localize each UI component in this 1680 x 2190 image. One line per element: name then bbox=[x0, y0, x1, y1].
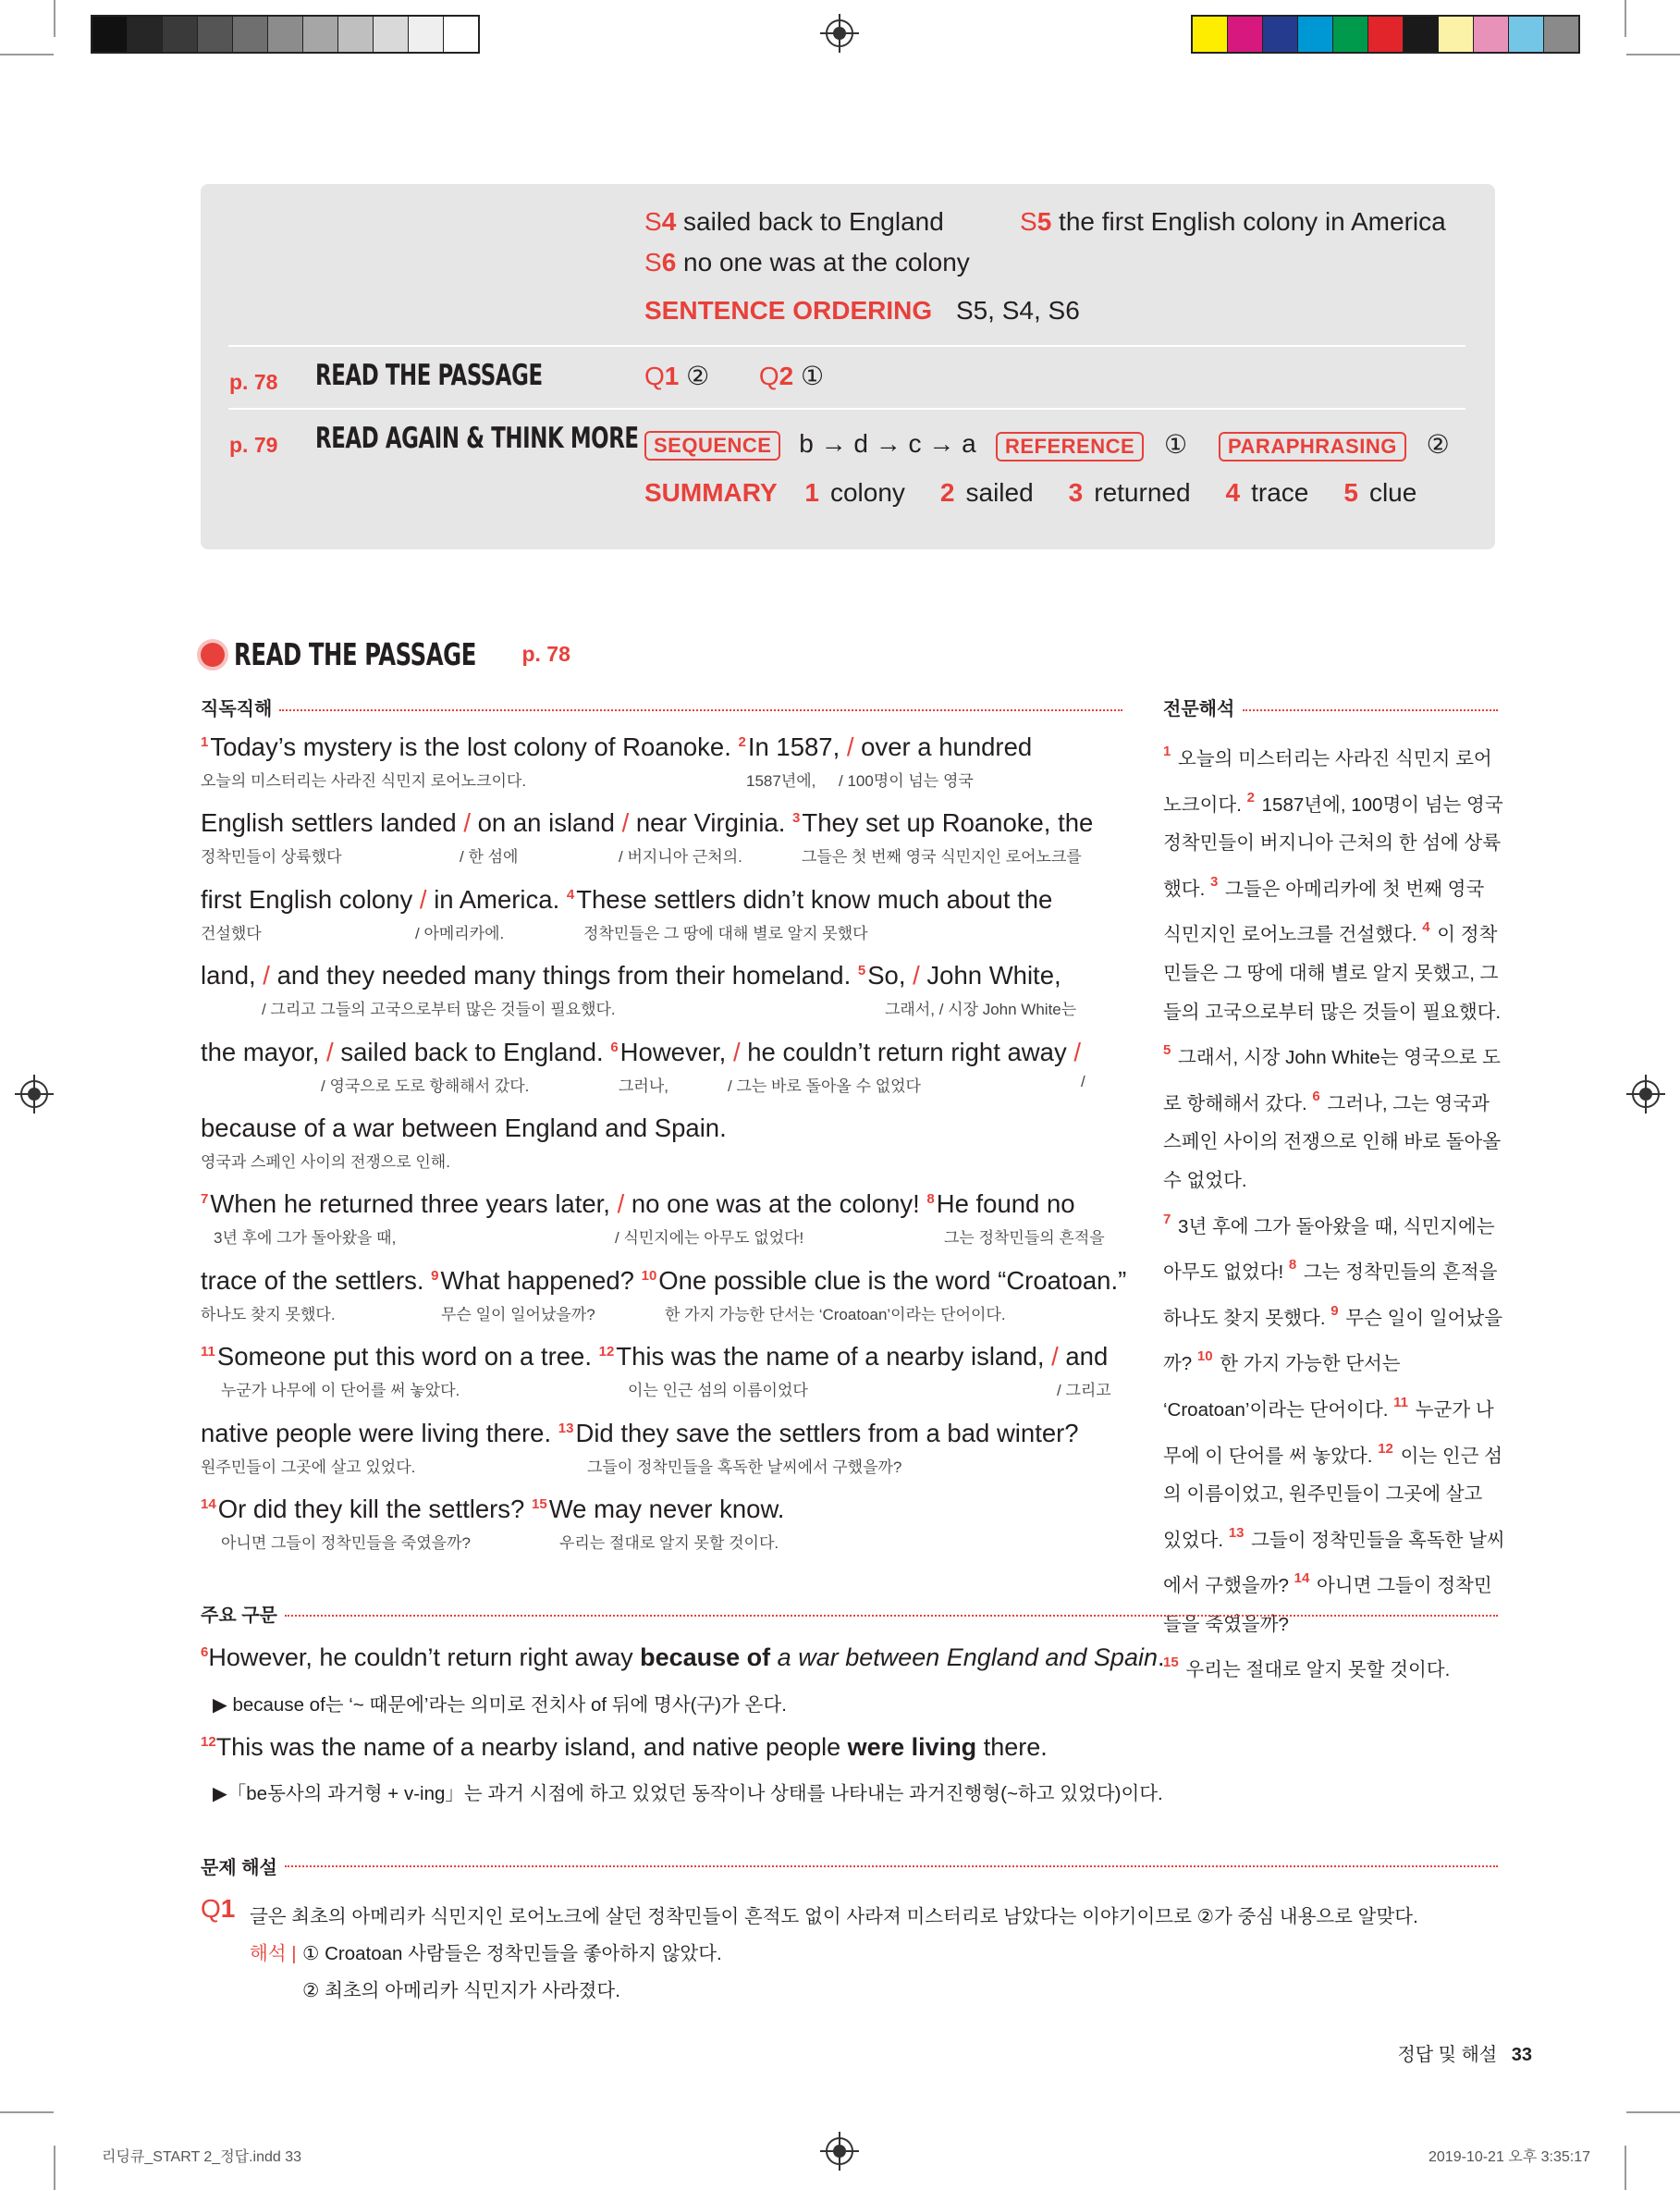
gray-color-bar bbox=[91, 15, 480, 54]
sentence-ordering: SENTENCE ORDERING S5, S4, S6 bbox=[644, 296, 1080, 325]
summary-item: 1 colony bbox=[804, 478, 905, 507]
divider bbox=[228, 345, 1465, 347]
gray-swatch bbox=[163, 17, 198, 52]
gray-swatch bbox=[374, 17, 409, 52]
summary-item: 4 trace bbox=[1225, 478, 1309, 507]
crop-mark bbox=[1626, 54, 1680, 55]
file-slug: 리딩큐_START 2_정답.indd 33 bbox=[102, 2149, 302, 2165]
divider bbox=[228, 408, 1465, 410]
passage-line: $^7$When he returned three years later, / no one was at the colony! $^8$He found no bbox=[201, 1189, 1075, 1219]
color-swatch bbox=[1193, 17, 1228, 52]
color-swatch bbox=[1263, 17, 1298, 52]
section-heading: READ THE PASSAGE p. 78 bbox=[201, 636, 570, 672]
translation-sentence: $^9$ 무슨 일이 일어났을까? bbox=[1163, 1302, 1503, 1375]
haeseok-label: 해석 | bbox=[250, 1943, 297, 1964]
page-footer: 정답 및 해설 33 bbox=[1397, 2045, 1532, 2065]
gray-swatch bbox=[409, 17, 444, 52]
color-swatch bbox=[1404, 17, 1439, 52]
key-sentence-12: $^{12}$This was the name of a nearby island, and native people were living there. bbox=[201, 1733, 1048, 1761]
translation-sentence: $^7$ 3년 후에 그가 돌아왔을 때, 식민지에는 아무도 없었다! bbox=[1163, 1211, 1495, 1284]
registration-mark-icon bbox=[826, 19, 853, 47]
passage-line: trace of the settlers. $^9$What happened? $^{10}$One possible clue is the word “Croatoan.” bbox=[201, 1265, 1127, 1295]
color-swatch bbox=[1333, 17, 1368, 52]
translation-sentence: $^5$ 그래서, 시장 John White는 영국으로 도로 항해해서 갔다. bbox=[1163, 1042, 1501, 1114]
bullet-icon bbox=[201, 643, 225, 667]
direct-reading-heading: 직독직해 bbox=[201, 699, 273, 720]
answer-s5: S5 the first English colony in America bbox=[1020, 207, 1446, 236]
gray-swatch bbox=[233, 17, 268, 52]
reference-answer: REFERENCE ① bbox=[996, 429, 1187, 461]
timestamp-slug: 2019-10-21 오후 3:35:17 bbox=[1429, 2149, 1591, 2165]
color-swatch bbox=[1368, 17, 1404, 52]
translation-sentence: $^2$ 1587년에, 100명이 넘는 영국 정착민들이 버지니아 근처의 한 섬에 상륙했다. bbox=[1163, 789, 1503, 900]
paraphrasing-answer: PARAPHRASING ② bbox=[1219, 429, 1450, 461]
dotted-rule bbox=[279, 709, 1122, 711]
summary-item: 3 returned bbox=[1068, 478, 1191, 507]
summary-answers: SUMMARY 1 colony 2 sailed 3 returned 4 trace 5 clue bbox=[644, 478, 1417, 507]
crop-mark bbox=[0, 2111, 54, 2113]
translation-sentence: $^{15}$ 우리는 절대로 알지 못할 것이다. bbox=[1163, 1655, 1451, 1681]
sequence-tag: SEQUENCE bbox=[644, 431, 780, 461]
translation-sentence: $^{11}$ 누군가 나무에 이 단어를 써 놓았다. bbox=[1163, 1394, 1494, 1467]
passage-line: land, / and they needed many things from their homeland. $^5$So, / John White, bbox=[201, 961, 1061, 990]
option-1-translation: ① Croatoan 사람들은 정착민들을 좋아하지 않았다. bbox=[302, 1943, 722, 1964]
gray-swatch bbox=[268, 17, 303, 52]
translation-sentence: $^{10}$ 한 가지 가능한 단서는 ‘Croatoan’이라는 단어이다. bbox=[1163, 1348, 1401, 1421]
crop-mark bbox=[54, 0, 55, 37]
process-color-bar bbox=[1191, 15, 1580, 54]
gray-swatch bbox=[303, 17, 338, 52]
translation-sentence: $^3$ 그들은 아메리카에 첫 번째 영국 식민지인 로어노크를 건설했다. bbox=[1163, 873, 1485, 946]
registration-mark-icon bbox=[20, 1080, 48, 1108]
gray-swatch bbox=[338, 17, 374, 52]
color-swatch bbox=[1298, 17, 1333, 52]
registration-mark-icon bbox=[826, 2137, 853, 2165]
key-sentence-6: $^6$However, he couldn’t return right away because of a war between England and Spain. bbox=[201, 1643, 1165, 1671]
full-translation-heading: 전문해석 bbox=[1163, 699, 1235, 720]
page-ref: p. 78 bbox=[229, 370, 278, 394]
gray-swatch bbox=[444, 17, 478, 52]
passage-line: first English colony / in America. $^4$These settlers didn’t know much about the bbox=[201, 884, 1053, 914]
passage-line: because of a war between England and Spain. bbox=[201, 1113, 727, 1142]
color-swatch bbox=[1474, 17, 1509, 52]
translation-sentence: $^8$ 그는 정착민들의 흔적을 하나도 찾지 못했다. bbox=[1163, 1257, 1498, 1329]
gray-swatch bbox=[198, 17, 233, 52]
summary-item: 5 clue bbox=[1343, 478, 1417, 507]
explanation-heading: 문제 해설 bbox=[201, 1858, 277, 1878]
question-1-explanation: 글은 최초의 아메리카 식민지인 로어노크에 살던 정착민들이 흔적도 없이 사라져 미스터리로 남았다는 이야기이므로 ②가 중심 내용으로 알맞다. bbox=[250, 1906, 1418, 1927]
passage-line: $^1$Today’s mystery is the lost colony of Roanoke. $^2$In 1587, / over a hundred bbox=[201, 732, 1033, 761]
crop-mark bbox=[1625, 0, 1626, 37]
passage-line: native people were living there. $^{13}$Did they save the settlers from a bad winter? bbox=[201, 1418, 1079, 1447]
crop-mark bbox=[0, 54, 54, 55]
row-title: READ THE PASSAGE bbox=[315, 359, 543, 392]
color-swatch bbox=[1509, 17, 1544, 52]
paraphrasing-tag: PARAPHRASING bbox=[1219, 432, 1406, 461]
passage-line: the mayor, / sailed back to England. $^6$However, / he couldn’t return right away / bbox=[201, 1037, 1081, 1066]
think-more-answers: SEQUENCE b → d → c → a bbox=[644, 429, 976, 461]
passage-line: $^{14}$Or did they kill the settlers? $^{15}$We may never know. bbox=[201, 1495, 785, 1523]
crop-mark bbox=[1626, 2111, 1680, 2113]
translation-sentence: $^{12}$ 이는 인근 섬의 이름이었고, 원주민들이 그곳에 살고 있었다. bbox=[1163, 1440, 1502, 1551]
translation-sentence: $^{14}$ 아니면 그들이 정착민들을 죽였을까? bbox=[1163, 1570, 1492, 1635]
passage-answers: Q1 ② Q2 ① bbox=[644, 362, 825, 390]
passage-line: English settlers landed / on an island / near Virginia. $^3$They set up Roanoke, the bbox=[201, 808, 1094, 838]
question-1-label: Q1 bbox=[201, 1894, 236, 1923]
translation-sentence: $^6$ 그러나, 그는 영국과 스페인 사이의 전쟁으로 인해 바로 돌아올 수 없었다. bbox=[1163, 1088, 1502, 1191]
reference-tag: REFERENCE bbox=[996, 432, 1144, 461]
dotted-rule bbox=[285, 1865, 1498, 1867]
color-swatch bbox=[1439, 17, 1474, 52]
answer-s6: S6 no one was at the colony bbox=[644, 248, 970, 277]
translation-sentence: $^4$ 이 정착민들은 그 땅에 대해 별로 알지 못했고, 그들의 고국으로부터 많은 것들이 필요했다. bbox=[1163, 919, 1502, 1023]
gray-swatch bbox=[128, 17, 163, 52]
key-note-6: ▶ because of는 ‘~ 때문에’라는 의미로 전치사 of 뒤에 명사(구)가 온다. bbox=[213, 1694, 787, 1716]
full-translation bbox=[1163, 732, 1505, 1690]
translation-sentence: $^1$ 오늘의 미스터리는 사라진 식민지 로어노크이다. bbox=[1163, 744, 1492, 816]
dotted-rule bbox=[1243, 709, 1498, 711]
key-structures-heading: 주요 구문 bbox=[201, 1606, 277, 1626]
crop-mark bbox=[1625, 2146, 1626, 2190]
registration-mark-icon bbox=[1632, 1080, 1660, 1108]
translation-sentence: $^{13}$ 그들이 정착민들을 혹독한 날씨에서 구했을까? bbox=[1163, 1524, 1505, 1597]
key-note-12: ▶「be동사의 과거형 + v-ing」는 과거 시점에 하고 있었던 동작이나 상태를 나타내는 과거진행형(~하고 있었다)이다. bbox=[213, 1783, 1163, 1804]
row-title: READ AGAIN & THINK MORE bbox=[315, 422, 639, 455]
crop-mark bbox=[54, 2146, 55, 2190]
dotted-rule bbox=[285, 1615, 1498, 1617]
gray-swatch bbox=[92, 17, 128, 52]
passage-line: $^{11}$Someone put this word on a tree. $^{12}$This was the name of a nearby island, / and bbox=[201, 1342, 1109, 1372]
option-2-translation: ② 최초의 아메리카 식민지가 사라졌다. bbox=[302, 1980, 620, 2001]
color-swatch bbox=[1544, 17, 1578, 52]
summary-item: 2 sailed bbox=[939, 478, 1034, 507]
answer-s4: S4 sailed back to England bbox=[644, 207, 944, 236]
color-swatch bbox=[1228, 17, 1263, 52]
page-ref: p. 79 bbox=[229, 433, 278, 457]
